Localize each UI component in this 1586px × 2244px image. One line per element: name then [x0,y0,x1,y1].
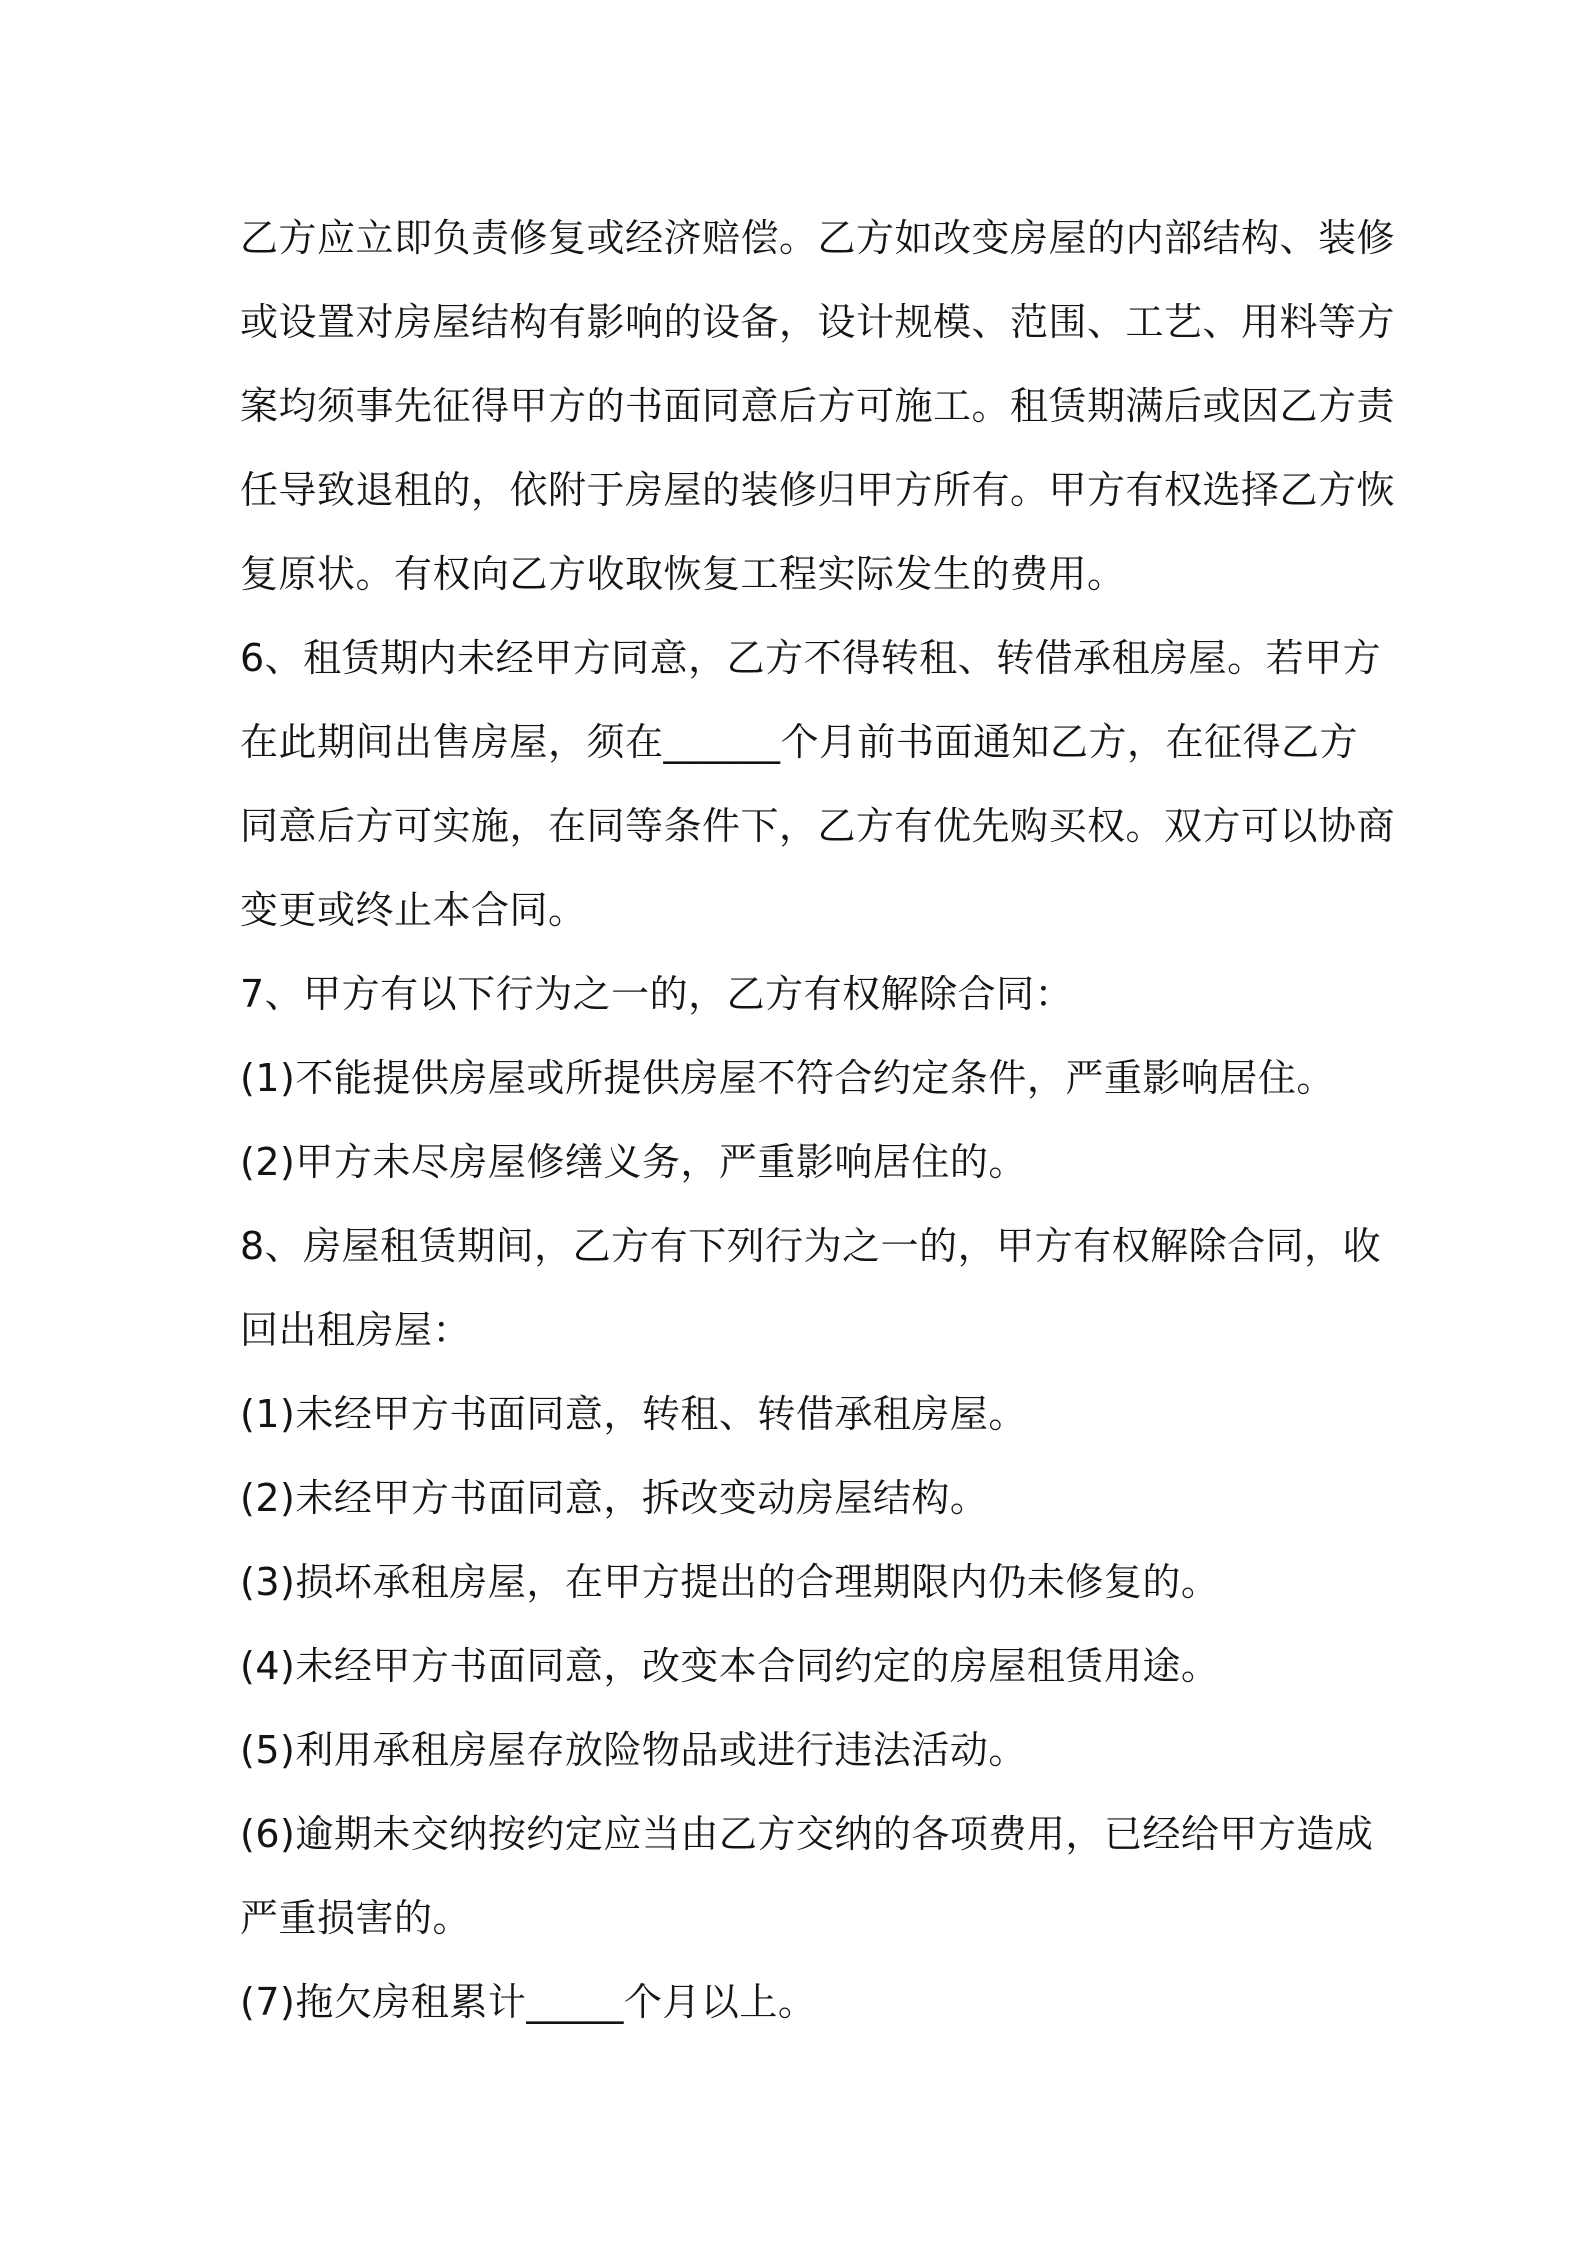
clause-8-item-3: (3)损坏承租房屋，在甲方提出的合理期限内仍未修复的。 [240,1560,1220,1604]
clause-8-item-2: (2)未经甲方书面同意，拆改变动房屋结构。 [240,1476,989,1520]
clause-8-item-7: (7)拖欠房租累计_____个月以上。 [240,1980,817,2024]
clause-8-line: 8、房屋租赁期间，乙方有下列行为之一的，甲方有权解除合同，收 [240,1224,1382,1268]
text-line: 变更或终止本合同。 [240,888,587,932]
clause-6-line: 6、租赁期内未经甲方同意，乙方不得转租、转借承租房屋。若甲方 [240,636,1382,680]
clause-8-item-1: (1)未经甲方书面同意，转租、转借承租房屋。 [240,1392,1027,1436]
clause-8-item-6: (6)逾期未交纳按约定应当由乙方交纳的各项费用，已经给甲方造成 [240,1812,1374,1856]
text-line: 乙方应立即负责修复或经济赔偿。乙方如改变房屋的内部结构、装修 [240,216,1396,260]
text-line: 或设置对房屋结构有影响的设备，设计规模、范围、工艺、用料等方 [240,300,1396,344]
clause-7-item-1: (1)不能提供房屋或所提供房屋不符合约定条件，严重影响居住。 [240,1056,1335,1100]
clause-7-item-2: (2)甲方未尽房屋修缮义务，严重影响居住的。 [240,1140,1027,1184]
clause-7-line: 7、甲方有以下行为之一的，乙方有权解除合同： [240,972,1074,1016]
clause-8-item-4: (4)未经甲方书面同意，改变本合同约定的房屋租赁用途。 [240,1644,1220,1688]
text-line: 案均须事先征得甲方的书面同意后方可施工。租赁期满后或因乙方责 [240,384,1396,428]
document-body [240,196,1396,2044]
text-line: 严重损害的。 [240,1896,472,1940]
text-line: 复原状。有权向乙方收取恢复工程实际发生的费用。 [240,552,1126,596]
text-line: 在此期间出售房屋，须在______个月前书面通知乙方，在征得乙方 [240,720,1359,764]
text-line: 任导致退租的，依附于房屋的装修归甲方所有。甲方有权选择乙方恢 [240,468,1396,512]
clause-8-item-5: (5)利用承租房屋存放险物品或进行违法活动。 [240,1728,1027,1772]
text-line: 同意后方可实施，在同等条件下，乙方有优先购买权。双方可以协商 [240,804,1396,848]
text-line: 回出租房屋： [240,1308,472,1352]
